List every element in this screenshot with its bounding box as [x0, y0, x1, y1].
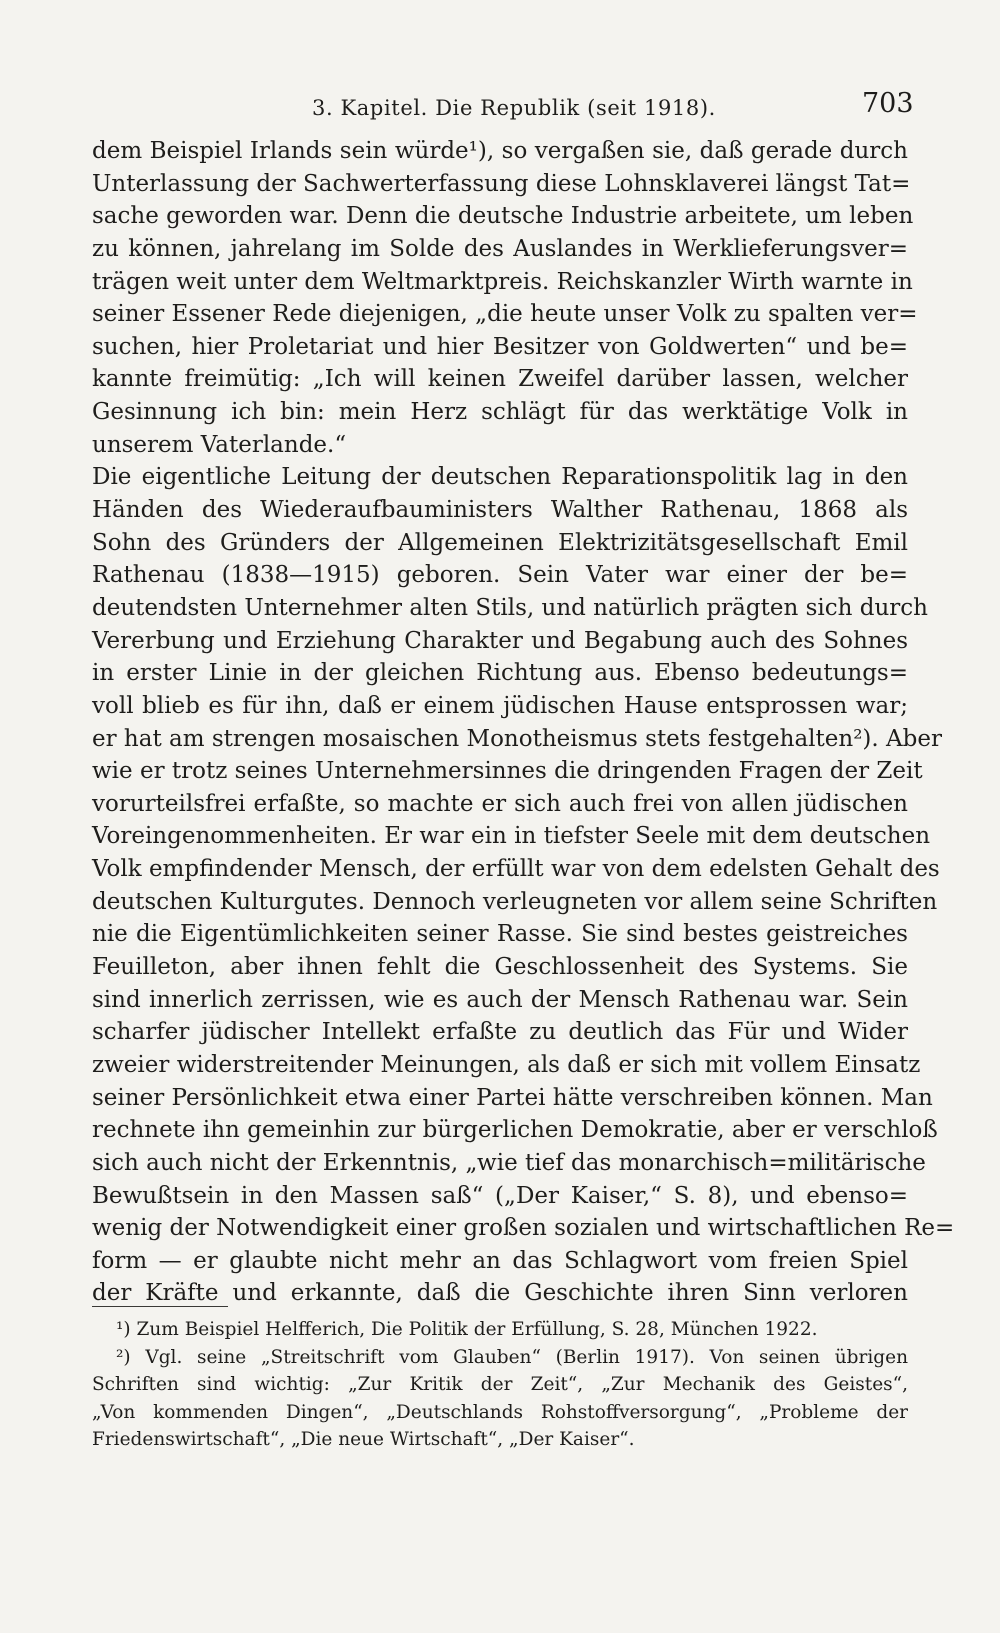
footnote	[92, 1344, 908, 1454]
footnote-line: ²) Vgl. seine „Streitschrift vom Glauben“ (Berlin 1917). Von seinen übrigen	[116, 1346, 908, 1368]
text-line: vorurteilsfrei erfaßte, so machte er sich auch frei von allen jüdischen	[92, 790, 908, 817]
text-line: seiner Essener Rede diejenigen, „die heute unser Volk zu spalten ver=	[92, 301, 918, 328]
text-line: deutendsten Unternehmer alten Stils, und natürlich prägten sich durch	[92, 594, 928, 621]
text-line: nie die Eigentümlichkeiten seiner Rasse. Sie sind bestes geistreiches	[92, 921, 908, 948]
footnotes	[92, 1316, 908, 1454]
text-line: Unterlassung der Sachwerterfassung diese Lohnsklaverei längst Tat=	[92, 170, 911, 197]
text-line: zweier widerstreitender Meinungen, als daß er sich mit vollem Einsatz	[92, 1051, 921, 1078]
text-line: Sohn des Gründers der Allgemeinen Elektrizitätsgesellschaft Emil	[92, 529, 908, 556]
text-line: zu können, jahrelang im Solde des Auslandes in Werklieferungsver=	[92, 235, 908, 262]
text-line: wie er trotz seines Unternehmersinnes die dringenden Fragen der Zeit	[92, 758, 923, 785]
text-line: kannte freimütig: „Ich will keinen Zweifel darüber lassen, welcher	[92, 366, 908, 393]
text-line: Voreingenommenheiten. Er war ein in tiefster Seele mit dem deutschen	[92, 823, 931, 850]
text-line: wenig der Notwendigkeit einer großen sozialen und wirtschaftlichen Re=	[92, 1215, 955, 1242]
text-line: trägen weit unter dem Weltmarktpreis. Reichskanzler Wirth warnte in	[92, 268, 913, 295]
text-line: dem Beispiel Irlands sein würde¹), so vergaßen sie, daß gerade durch	[92, 138, 908, 164]
text-line: unserem Vaterlande.“	[92, 431, 347, 458]
running-title: 3. Kapitel. Die Republik (seit 1918).	[312, 96, 716, 120]
body-text	[92, 135, 955, 1310]
footnote	[92, 1316, 908, 1344]
text-line: seiner Persönlichkeit etwa einer Partei hätte verschreiben können. Man	[92, 1084, 933, 1111]
text-line: sich auch nicht der Erkenntnis, „wie tief das monarchisch=militärische	[92, 1149, 926, 1176]
text-line: Volk empfindender Mensch, der erfüllt war von dem edelsten Gehalt des	[92, 856, 940, 883]
text-line: Händen des Wiederaufbauministers Walther Rathenau, 1868 als	[92, 497, 908, 524]
footnote-line: „Von kommenden Dingen“, „Deutschlands Rohstoffversorgung“, „Probleme der	[92, 1401, 908, 1423]
footnote-line: ¹) Zum Beispiel Helfferich, Die Politik der Erfüllung, S. 28, München 1922.	[116, 1319, 818, 1340]
footnote-line: Friedenswirtschaft“, „Die neue Wirtschaft“, „Der Kaiser“.	[92, 1429, 635, 1450]
text-line: Gesinnung ich bin: mein Herz schlägt für das werktätige Volk in	[92, 399, 908, 426]
page-number: 703	[862, 88, 914, 119]
text-line: er hat am strengen mosaischen Monotheismus stets festgehalten²). Aber	[92, 725, 942, 752]
footnote-separator	[92, 1306, 228, 1307]
text-line: voll blieb es für ihn, daß er einem jüdischen Hause entsprossen war;	[92, 692, 908, 719]
text-line: rechnete ihn gemeinhin zur bürgerlichen Demokratie, aber er verschloß	[92, 1117, 938, 1144]
text-line: form — er glaubte nicht mehr an das Schlagwort vom freien Spiel	[92, 1247, 908, 1274]
text-line: scharfer jüdischer Intellekt erfaßte zu deutlich das Für und Wider	[92, 1019, 908, 1046]
page-header	[0, 80, 1000, 128]
text-line: der Kräfte und erkannte, daß die Geschichte ihren Sinn verloren	[92, 1280, 908, 1307]
footnote-line: Schriften sind wichtig: „Zur Kritik der Zeit“, „Zur Mechanik des Geistes“,	[92, 1374, 908, 1395]
text-line: in erster Linie in der gleichen Richtung aus. Ebenso bedeutungs=	[92, 660, 908, 687]
text-line: Die eigentliche Leitung der deutschen Reparationspolitik lag in den	[92, 464, 908, 491]
text-line: sind innerlich zerrissen, wie es auch der Mensch Rathenau war. Sein	[92, 986, 908, 1013]
text-line: Rathenau (1838—1915) geboren. Sein Vater war einer der be=	[92, 562, 908, 589]
text-line: Bewußtsein in den Massen saß“ („Der Kaiser,“ S. 8), und ebenso=	[92, 1182, 908, 1209]
text-line: suchen, hier Proletariat und hier Besitzer von Goldwerten“ und be=	[92, 333, 908, 360]
text-line: deutschen Kulturgutes. Dennoch verleugneten vor allem seine Schriften	[92, 888, 938, 915]
text-line: Feuilleton, aber ihnen fehlt die Geschlossenheit des Systems. Sie	[92, 954, 908, 981]
text-line: Vererbung und Erziehung Charakter und Begabung auch des Sohnes	[92, 627, 908, 654]
text-line: sache geworden war. Denn die deutsche Industrie arbeitete, um leben	[92, 203, 914, 230]
